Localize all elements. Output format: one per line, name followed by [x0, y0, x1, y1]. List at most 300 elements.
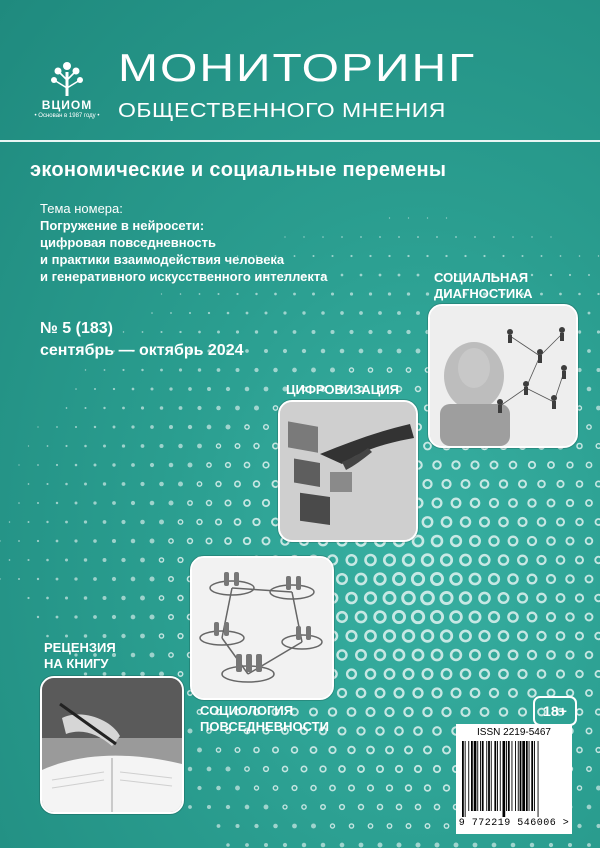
pattern-dot	[321, 843, 326, 848]
pattern-dot	[197, 444, 202, 449]
pattern-dot	[576, 519, 583, 526]
pattern-dot	[178, 520, 182, 524]
pattern-dot	[499, 555, 508, 564]
people-network-illustration	[192, 558, 332, 698]
pattern-dot	[178, 596, 183, 601]
pattern-dot	[595, 595, 600, 602]
pattern-dot	[66, 407, 68, 409]
pattern-dot	[365, 555, 375, 565]
pattern-dot	[65, 596, 68, 599]
pattern-dot	[508, 574, 517, 583]
pattern-dot	[509, 537, 518, 546]
pattern-dot	[75, 388, 77, 390]
pattern-dot	[330, 367, 335, 372]
pattern-dot	[169, 425, 173, 429]
pattern-dot	[150, 653, 155, 658]
pattern-dot	[537, 556, 545, 564]
pattern-dot	[460, 555, 470, 565]
pattern-dot	[442, 480, 450, 488]
pattern-dot	[528, 651, 536, 659]
section-digitalization[interactable]	[286, 382, 399, 398]
pattern-dot	[216, 482, 221, 487]
pattern-dot	[188, 805, 192, 809]
pattern-dot	[94, 464, 97, 467]
pattern-dot	[375, 650, 385, 660]
pattern-dot	[365, 631, 375, 641]
pattern-dot	[178, 672, 182, 676]
pattern-dot	[161, 293, 162, 294]
pattern-dot	[547, 651, 555, 659]
pattern-dot	[435, 843, 440, 848]
pattern-dot	[112, 615, 116, 619]
pattern-dot	[413, 650, 423, 660]
pattern-dot	[577, 824, 581, 828]
pattern-dot	[150, 425, 154, 429]
pattern-dot	[442, 708, 450, 716]
pattern-dot	[103, 596, 107, 600]
pattern-dot	[587, 425, 591, 429]
pattern-dot	[442, 517, 451, 526]
section-label-line: СОЦИАЛЬНАЯ	[434, 270, 529, 285]
pattern-dot	[588, 312, 591, 315]
pattern-dot	[538, 481, 545, 488]
pattern-dot	[479, 593, 489, 603]
pattern-dot	[385, 669, 394, 678]
pattern-dot	[283, 311, 286, 314]
pattern-dot	[576, 632, 583, 639]
pattern-dot	[490, 689, 498, 697]
pattern-dot	[586, 462, 591, 467]
pattern-dot	[160, 406, 164, 410]
pattern-dot	[178, 481, 183, 486]
pattern-dot	[340, 805, 345, 810]
pattern-dot	[235, 786, 240, 791]
pattern-dot	[338, 727, 345, 734]
pattern-dot	[579, 255, 581, 257]
pattern-dot	[510, 462, 517, 469]
pattern-dot	[576, 594, 583, 601]
pattern-dot	[311, 368, 316, 373]
pattern-dot	[406, 368, 410, 372]
pattern-dot	[403, 555, 414, 566]
pattern-dot	[150, 463, 154, 467]
pattern-dot	[349, 824, 353, 828]
pattern-dot	[292, 786, 297, 791]
pattern-dot	[273, 786, 277, 790]
pattern-dot	[509, 499, 517, 507]
pattern-dot	[131, 539, 135, 543]
pattern-dot	[84, 520, 87, 523]
pattern-dot	[226, 463, 231, 468]
pattern-dot	[595, 519, 600, 525]
pattern-dot	[414, 727, 422, 735]
pattern-dot	[576, 556, 583, 563]
pattern-dot	[538, 518, 546, 526]
pattern-dot	[244, 538, 250, 544]
pattern-dot	[206, 538, 211, 543]
pattern-dot	[264, 805, 269, 810]
pattern-dot	[557, 670, 564, 677]
pattern-dot	[113, 426, 116, 429]
barcode-bar	[534, 741, 535, 811]
pattern-dot	[84, 558, 87, 561]
pattern-dot	[422, 592, 434, 604]
pattern-dot	[528, 575, 537, 584]
pattern-dot	[302, 805, 306, 809]
pattern-dot	[301, 766, 306, 771]
digital-screens-illustration	[280, 402, 416, 540]
pattern-dot	[188, 501, 192, 505]
pattern-dot	[292, 747, 298, 753]
pattern-dot	[274, 293, 277, 296]
pattern-dot	[422, 631, 433, 642]
pattern-dot	[568, 843, 572, 847]
pattern-dot	[150, 387, 153, 390]
pattern-dot	[293, 293, 296, 296]
pattern-dot	[227, 312, 230, 315]
barcode-bar	[488, 741, 490, 811]
pattern-dot	[112, 539, 116, 543]
pattern-dot	[112, 577, 116, 581]
pattern-dot	[132, 388, 135, 391]
section-label-line: РЕЦЕНЗИЯ	[44, 640, 116, 655]
pattern-dot	[461, 517, 470, 526]
pattern-dot	[18, 464, 19, 465]
pattern-dot	[480, 670, 489, 679]
pattern-dot	[47, 445, 49, 447]
pattern-dot	[470, 536, 479, 545]
pattern-dot	[170, 312, 172, 314]
pattern-dot	[538, 670, 546, 678]
pattern-dot	[548, 462, 554, 468]
pattern-dot	[121, 558, 125, 562]
pattern-dot	[292, 824, 297, 829]
pattern-dot	[226, 387, 230, 391]
pattern-dot	[189, 312, 191, 314]
pattern-dot	[9, 521, 11, 523]
pattern-dot	[528, 613, 537, 622]
pattern-dot	[431, 611, 442, 622]
pattern-dot	[84, 596, 88, 600]
pattern-dot	[169, 653, 173, 657]
pattern-dot	[56, 426, 58, 428]
barcode-bar	[471, 741, 473, 811]
pattern-dot	[481, 480, 489, 488]
pattern-dot	[397, 843, 402, 848]
barcode-bar	[477, 741, 478, 811]
pattern-dot	[500, 708, 508, 716]
pattern-dot	[461, 669, 470, 678]
pattern-dot	[396, 766, 402, 772]
pattern-dot	[578, 330, 581, 333]
section-label-line: ПОВСЕДНЕВНОСТИ	[200, 719, 329, 734]
pattern-dot	[131, 425, 134, 428]
pattern-dot	[216, 406, 220, 410]
pattern-dot	[567, 462, 573, 468]
pattern-dot	[159, 558, 163, 562]
pattern-dot	[595, 671, 600, 677]
pattern-dot	[141, 406, 144, 409]
pattern-dot	[356, 574, 366, 584]
pattern-dot	[434, 766, 440, 772]
pattern-dot	[27, 559, 29, 561]
pattern-dot	[393, 573, 404, 584]
pattern-dot	[387, 330, 391, 334]
pattern-dot	[528, 499, 535, 506]
pattern-dot	[384, 631, 394, 641]
pattern-dot	[403, 592, 415, 604]
pattern-dot	[559, 293, 562, 296]
pattern-dot	[386, 747, 393, 754]
pattern-dot	[18, 540, 20, 542]
pattern-dot	[37, 578, 39, 580]
pattern-dot	[131, 653, 136, 658]
pattern-dot	[375, 574, 386, 585]
pattern-dot	[159, 519, 164, 524]
barcode-bar	[529, 741, 530, 811]
pattern-dot	[197, 786, 201, 790]
section-social-diagnostics[interactable]	[434, 270, 533, 302]
pattern-dot	[347, 631, 357, 641]
pattern-dot	[358, 766, 364, 772]
pattern-dot	[121, 596, 125, 600]
pattern-dot	[197, 520, 202, 525]
pattern-dot	[384, 555, 394, 565]
pattern-dot	[320, 766, 326, 772]
pattern-dot	[264, 767, 269, 772]
pattern-dot	[217, 368, 221, 372]
pattern-dot	[235, 824, 239, 828]
pattern-dot	[103, 482, 106, 485]
pattern-dot	[188, 539, 193, 544]
pattern-dot	[387, 824, 391, 828]
pattern-dot	[349, 330, 353, 334]
pattern-dot	[46, 635, 49, 638]
pattern-dot	[577, 481, 583, 487]
pattern-dot	[264, 843, 268, 847]
pattern-dot	[75, 502, 78, 505]
barcode-block	[456, 724, 572, 834]
pattern-dot	[422, 555, 433, 566]
pattern-dot	[416, 843, 421, 848]
pattern-dot	[451, 612, 462, 623]
pattern-dot	[273, 747, 278, 752]
pattern-dot	[141, 369, 143, 371]
barcode-bar	[526, 741, 528, 811]
tree-icon	[48, 58, 86, 98]
pattern-dot	[404, 669, 414, 679]
pattern-dot	[310, 747, 316, 753]
pattern-dot	[406, 824, 410, 828]
pattern-dot	[302, 311, 305, 314]
pattern-dot	[378, 805, 383, 810]
pattern-dot	[405, 747, 412, 754]
pattern-dot	[470, 612, 480, 622]
pattern-dot	[28, 445, 29, 446]
pattern-dot	[169, 577, 174, 582]
issn-label: ISSN 2219-5467	[477, 727, 551, 738]
pattern-dot	[528, 537, 536, 545]
pattern-dot	[587, 843, 591, 847]
pattern-dot	[434, 804, 439, 809]
pattern-dot	[253, 519, 259, 525]
pattern-dot	[140, 634, 145, 639]
pattern-dot	[216, 519, 221, 524]
pattern-dot	[596, 368, 600, 372]
pattern-dot	[188, 425, 192, 429]
pattern-dot	[509, 651, 518, 660]
pattern-dot	[149, 576, 154, 581]
pattern-dot	[169, 539, 173, 543]
pattern-dot	[169, 463, 174, 468]
pattern-dot	[293, 330, 297, 334]
pattern-dot	[159, 444, 163, 448]
section-label-line: СОЦИОЛОГИЯ	[200, 703, 294, 718]
pattern-dot	[586, 614, 593, 621]
pattern-dot	[254, 405, 259, 410]
pattern-dot	[596, 481, 600, 486]
pattern-dot	[416, 387, 421, 392]
pattern-dot	[441, 592, 452, 603]
issue-theme	[40, 200, 420, 285]
pattern-dot	[254, 786, 258, 790]
pattern-dot	[365, 593, 376, 604]
barcode-bar	[506, 741, 507, 811]
pattern-dot	[131, 463, 135, 467]
pattern-dot	[140, 596, 145, 601]
pattern-dot	[150, 501, 155, 506]
pattern-dot	[547, 575, 555, 583]
pattern-dot	[471, 499, 479, 507]
pattern-dot	[378, 843, 383, 848]
pattern-dot	[150, 539, 155, 544]
pattern-dot	[445, 255, 447, 257]
pattern-dot	[595, 633, 600, 640]
pattern-dot	[567, 500, 573, 506]
pattern-dot	[404, 708, 412, 716]
pattern-dot	[413, 536, 423, 546]
barcode-bar	[494, 741, 496, 811]
pattern-dot	[415, 766, 421, 772]
pattern-dot	[368, 330, 372, 334]
pattern-dot	[530, 843, 534, 847]
section-book-review[interactable]	[44, 640, 116, 672]
pattern-dot	[491, 462, 498, 469]
pattern-dot	[425, 785, 431, 791]
pattern-dot	[273, 368, 277, 372]
pattern-dot	[340, 843, 345, 848]
pattern-dot	[577, 406, 581, 410]
pattern-dot	[235, 406, 240, 411]
pattern-dot	[480, 631, 490, 641]
pattern-dot	[480, 518, 489, 527]
pattern-dot	[75, 464, 78, 467]
section-sociology[interactable]	[200, 703, 329, 735]
pattern-dot	[46, 483, 48, 485]
pattern-dot	[103, 407, 105, 409]
section-label-line: ДИАГНОСТИКА	[434, 286, 533, 301]
pattern-dot	[444, 785, 450, 791]
pattern-dot	[151, 312, 153, 314]
pattern-dot	[84, 445, 87, 448]
pattern-dot	[93, 615, 97, 619]
pattern-dot	[489, 650, 498, 659]
pattern-dot	[74, 615, 77, 618]
pattern-dot	[140, 558, 145, 563]
pattern-dot	[103, 520, 107, 524]
pattern-dot	[547, 613, 555, 621]
pattern-dot	[427, 217, 428, 218]
pattern-dot	[245, 767, 249, 771]
pattern-dot	[235, 748, 240, 753]
pattern-dot	[442, 669, 451, 678]
pattern-dot	[27, 597, 29, 599]
pattern-dot	[441, 555, 451, 565]
pattern-dot	[85, 369, 86, 370]
pattern-dot	[377, 766, 383, 772]
pattern-dot	[104, 369, 106, 371]
pattern-dot	[169, 387, 172, 390]
pattern-dot	[349, 368, 353, 372]
pattern-dot	[255, 293, 257, 295]
book-writing-illustration	[42, 678, 182, 812]
pattern-dot	[587, 805, 592, 810]
barcode-bar	[486, 741, 487, 811]
pattern-dot	[577, 443, 582, 448]
pattern-dot	[560, 255, 562, 257]
pattern-dot	[264, 349, 268, 353]
pattern-dot	[159, 596, 163, 600]
pattern-dot	[367, 708, 375, 716]
masthead	[0, 0, 600, 140]
pattern-dot	[236, 368, 240, 372]
pattern-dot	[436, 236, 438, 238]
pattern-dot	[359, 805, 364, 810]
barcode-number: 9 772219 546006 >	[458, 818, 570, 829]
pattern-dot	[262, 537, 269, 544]
theme-line: и генеративного искусственного интеллекта	[40, 269, 328, 284]
pattern-dot	[406, 330, 410, 334]
pattern-dot	[596, 748, 600, 753]
barcode-bar	[538, 741, 539, 817]
pattern-dot	[451, 536, 461, 546]
barcode-bar	[503, 741, 506, 817]
pattern-dot	[518, 556, 527, 565]
pattern-dot	[368, 824, 372, 828]
pattern-dot	[519, 480, 526, 487]
pattern-dot	[37, 616, 39, 618]
pattern-dot	[470, 650, 480, 660]
pattern-dot	[321, 311, 325, 315]
pattern-dot	[537, 632, 545, 640]
pattern-dot	[540, 293, 543, 296]
pattern-dot	[282, 766, 287, 771]
pattern-dot	[121, 634, 125, 638]
pattern-dot	[348, 747, 355, 754]
pattern-dot	[359, 843, 364, 848]
pattern-dot	[595, 557, 600, 564]
pattern-dot	[56, 502, 58, 504]
pattern-dot	[587, 767, 591, 771]
pattern-dot	[431, 573, 442, 584]
pattern-dot	[406, 785, 412, 791]
pattern-dot	[264, 425, 269, 430]
pattern-dot	[489, 612, 499, 622]
pattern-dot	[350, 292, 353, 295]
pattern-dot	[460, 593, 471, 604]
pattern-dot	[452, 499, 461, 508]
pattern-dot	[473, 843, 478, 848]
